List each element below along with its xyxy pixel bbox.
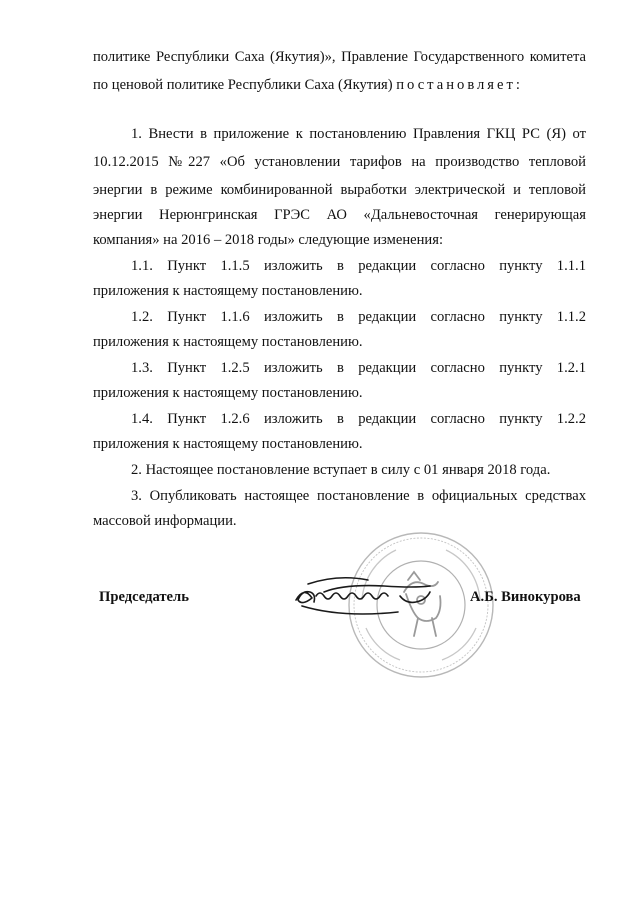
handwritten-signature-icon <box>288 566 488 626</box>
item1-line-5: компания» на 2016 – 2018 годы» следующие изменения: <box>93 232 443 248</box>
signature-title: Председатель <box>99 589 189 605</box>
signatory-name: А.Б. Винокурова <box>470 589 581 605</box>
item2-line: 2. Настоящее постановление вступает в силу с 01 января 2018 года. <box>131 462 551 478</box>
subitem-4-line-2: приложения к настоящему постановлению. <box>93 436 363 452</box>
item3-line-2: массовой информации. <box>93 513 237 529</box>
intro-line-2 <box>93 76 586 94</box>
subitem-1-line-1: 1.1. Пункт 1.1.5 изложить в редакции согласно пункту 1.1.1 <box>131 258 586 274</box>
subitem-1-line-2: приложения к настоящему постановлению. <box>93 283 363 299</box>
item1-line-1: 1. Внести в приложение к постановлению Правления ГКЦ РС (Я) от <box>131 126 586 142</box>
item1-line-3: энергии в режиме комбинированной выработки электрической и тепловой <box>93 182 586 198</box>
intro-line-2-text: по ценовой политике Республики Саха (Якутия) <box>93 77 397 93</box>
item1-line-4: энергии Нерюнгринская ГРЭС АО «Дальневосточная генерирующая <box>93 207 586 223</box>
subitem-4-line-1: 1.4. Пункт 1.2.6 изложить в редакции согласно пункту 1.2.2 <box>131 411 586 427</box>
resolves-word: постановляет: <box>396 77 523 93</box>
intro-line-1: политике Республики Саха (Якутия)», Правление Государственного комитета <box>93 49 586 65</box>
item3-line-1: 3. Опубликовать настоящее постановление в официальных средствах <box>131 488 586 504</box>
subitem-3-line-1: 1.3. Пункт 1.2.5 изложить в редакции согласно пункту 1.2.1 <box>131 360 586 376</box>
subitem-2-line-2: приложения к настоящему постановлению. <box>93 334 363 350</box>
subitem-2-line-1: 1.2. Пункт 1.1.6 изложить в редакции согласно пункту 1.1.2 <box>131 309 586 325</box>
item1-line-2: 10.12.2015 №227 «Об установлении тарифов на производство тепловой <box>93 154 586 170</box>
subitem-3-line-2: приложения к настоящему постановлению. <box>93 385 363 401</box>
